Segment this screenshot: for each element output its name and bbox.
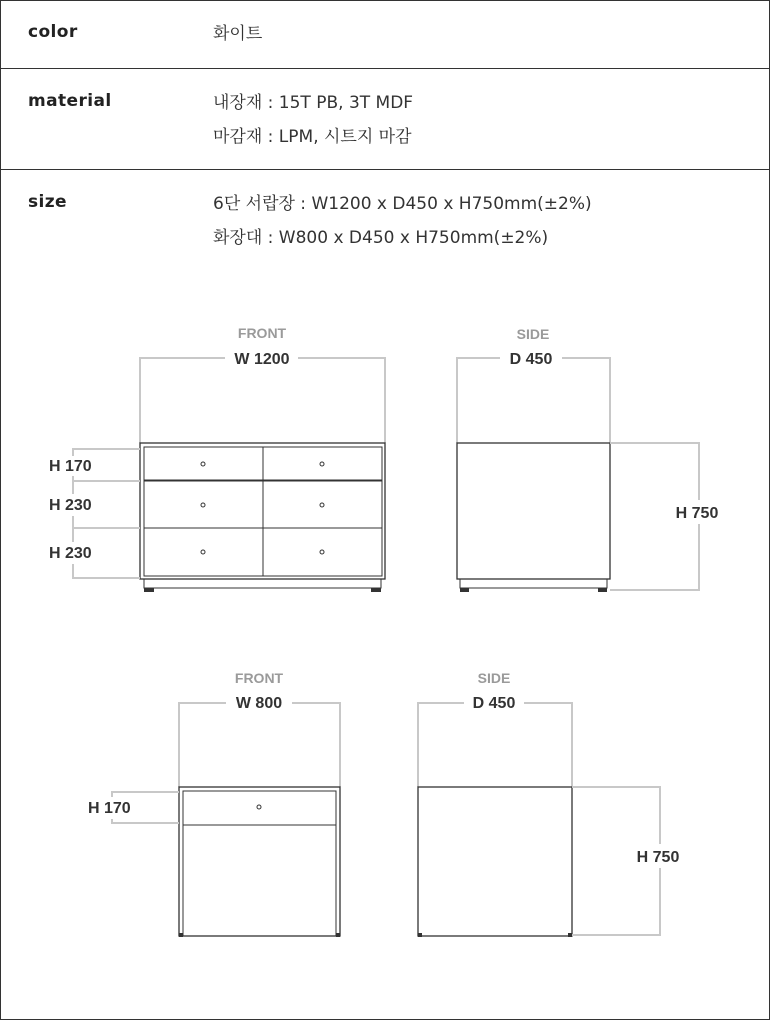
chest-side-title: SIDE <box>516 326 550 342</box>
chest-depth-dimension-line <box>457 358 500 443</box>
vanity-width-label: W 800 <box>235 695 283 712</box>
chest-side-body <box>457 443 610 579</box>
drawer-knob <box>320 462 324 466</box>
color-label: color <box>28 22 78 42</box>
vanity-width-dimension-line <box>179 703 226 787</box>
chest-height-label: H 230 <box>49 497 92 514</box>
chest-width-dimension-line <box>298 358 385 443</box>
vanity-foot <box>179 933 183 937</box>
material-line-inner: 내장재 : 15T PB, 3T MDF <box>213 93 414 113</box>
row-divider <box>0 68 770 69</box>
vanity-depth-dimension-line <box>418 703 464 787</box>
chest-foot <box>460 588 469 592</box>
vanity-drawer <box>183 791 336 825</box>
drawer <box>144 481 263 528</box>
chest-height-label: H 170 <box>49 458 92 475</box>
material-label: material <box>28 91 112 111</box>
vanity-front-title: FRONT <box>234 670 284 686</box>
drawer <box>144 447 263 480</box>
chest-side-base <box>460 579 607 588</box>
material-line-finish: 마감재 : LPM, 시트지 마감 <box>213 127 412 147</box>
drawer-knob <box>320 503 324 507</box>
drawer-knob <box>201 503 205 507</box>
color-value <box>213 17 262 51</box>
size-line-vanity: 화장대 : W800 x D450 x H750mm(±2%) <box>213 228 549 248</box>
drawer-knob <box>320 550 324 554</box>
chest-depth-dimension-line <box>562 358 610 443</box>
vanity-foot <box>336 933 340 937</box>
chest-side-height-label: H 750 <box>675 505 719 522</box>
drawer-knob <box>201 550 205 554</box>
chest-width-label: W 1200 <box>234 351 290 368</box>
row-divider <box>0 169 770 170</box>
vanity-side-drawing <box>418 670 688 937</box>
drawer <box>144 528 263 576</box>
vanity-foot <box>568 933 572 937</box>
size-value <box>213 187 592 255</box>
vanity-side-height-label: H 750 <box>636 849 680 866</box>
dimension-drawings <box>0 300 770 980</box>
chest-height-label: H 230 <box>49 545 92 562</box>
chest-foot <box>598 588 607 592</box>
chest-front-drawing <box>46 325 385 592</box>
chest-foot <box>144 588 154 592</box>
drawer <box>263 528 382 576</box>
material-value <box>213 86 413 154</box>
vanity-foot <box>418 933 422 937</box>
size-label: size <box>28 192 67 212</box>
drawer-knob <box>201 462 205 466</box>
vanity-front-drawing <box>86 670 340 937</box>
vanity-side-body <box>418 787 572 936</box>
chest-width-dimension-line <box>140 358 225 443</box>
drawer <box>263 447 382 480</box>
drawer <box>263 481 382 528</box>
vanity-depth-dimension-line <box>524 703 572 787</box>
vanity-width-dimension-line <box>292 703 340 787</box>
drawer-knob <box>257 805 261 809</box>
chest-foot <box>371 588 381 592</box>
chest-depth-label: D 450 <box>509 351 553 368</box>
color-line: 화이트 <box>213 24 263 44</box>
size-line-chest: 6단 서랍장 : W1200 x D450 x H750mm(±2%) <box>213 194 592 214</box>
chest-base <box>144 579 381 588</box>
vanity-side-title: SIDE <box>477 670 511 686</box>
chest-front-title: FRONT <box>237 325 287 341</box>
vanity-height-label: H 170 <box>88 800 131 817</box>
chest-side-drawing <box>457 326 726 592</box>
vanity-depth-label: D 450 <box>472 695 516 712</box>
